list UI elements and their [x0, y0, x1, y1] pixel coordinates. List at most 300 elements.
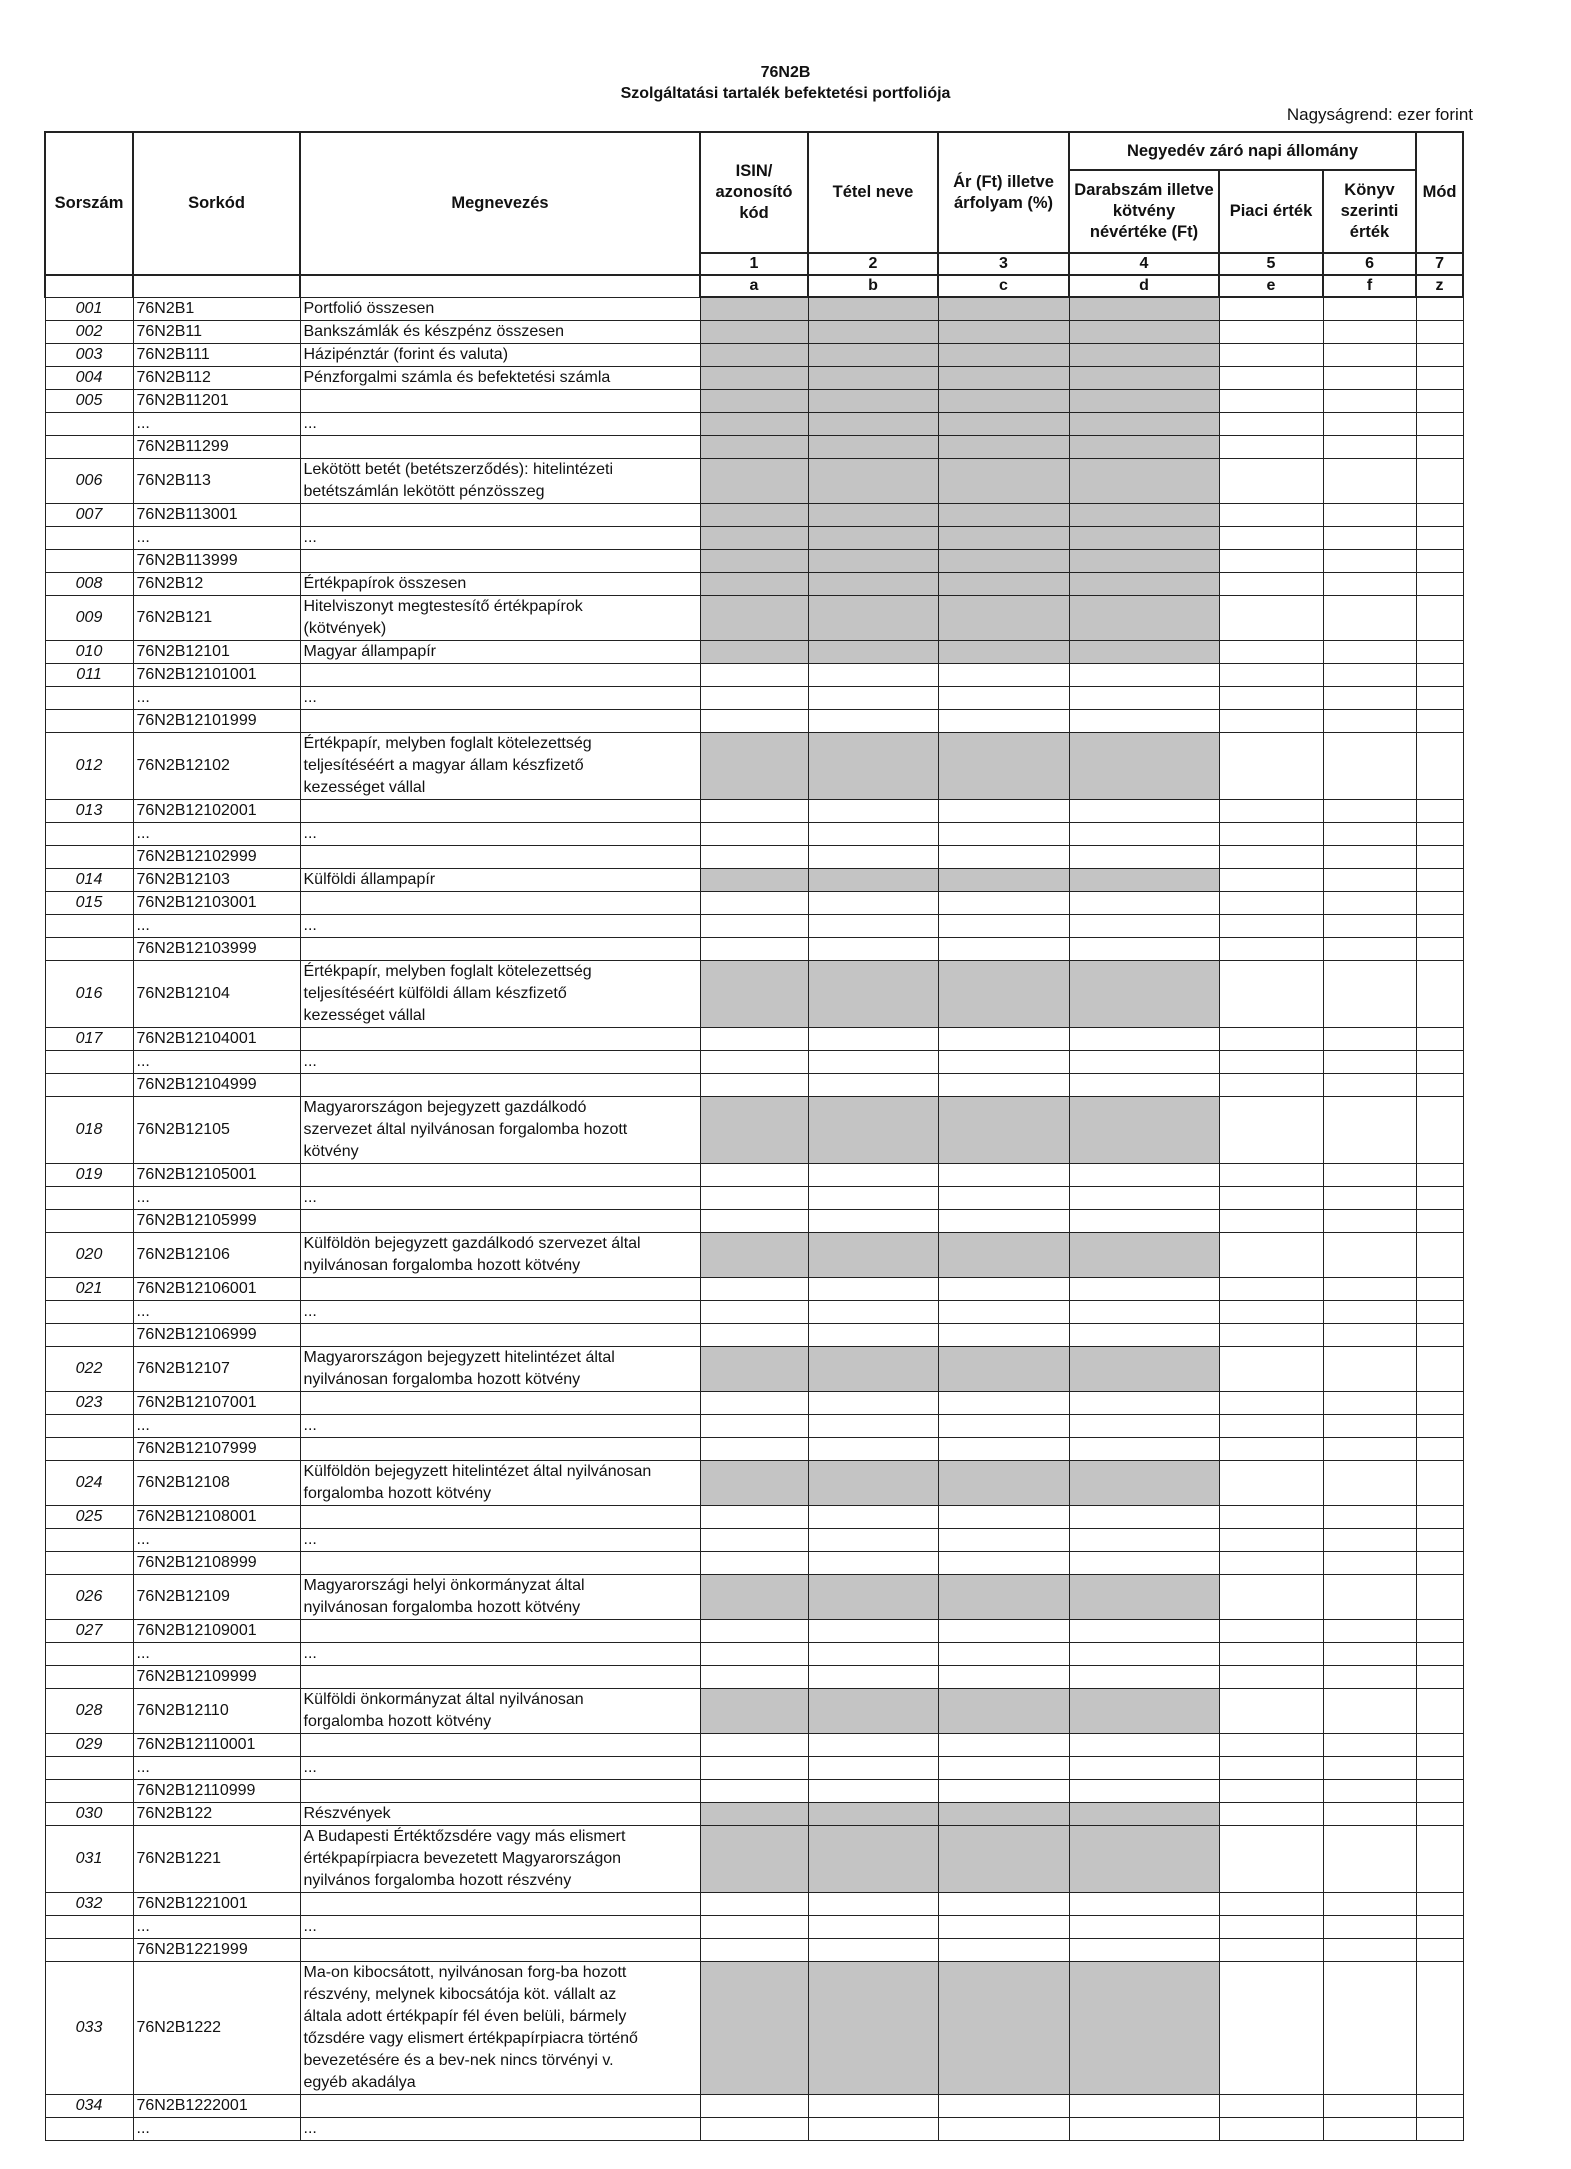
cell-konyv-ertek — [1323, 1574, 1416, 1619]
cell-ar — [938, 343, 1069, 366]
cell-piaci-ertek — [1219, 458, 1323, 503]
row-megnevezes — [300, 1619, 700, 1642]
cell-piaci-ertek — [1219, 1938, 1323, 1961]
cell-tetel-neve — [808, 1209, 938, 1232]
col-letter: b — [808, 275, 938, 297]
cell-ar — [938, 1346, 1069, 1391]
cell-piaci-ertek — [1219, 2117, 1323, 2140]
row-sorkod: 76N2B12110001 — [133, 1733, 300, 1756]
row-megnevezes: Magyarországon bejegyzett hitelintézet által nyilvánosan forgalomba hozott kötvény — [300, 1346, 700, 1391]
row-megnevezes: Magyarországon bejegyzett gazdálkodó szervezet által nyilvánosan forgalomba hozott kötvény — [300, 1096, 700, 1163]
row-sorszam — [45, 1300, 133, 1323]
row-sorszam: 009 — [45, 595, 133, 640]
row-megnevezes — [300, 709, 700, 732]
cell-isin — [700, 686, 808, 709]
cell-piaci-ertek — [1219, 366, 1323, 389]
cell-konyv-ertek — [1323, 845, 1416, 868]
cell-isin — [700, 1346, 808, 1391]
cell-tetel-neve — [808, 549, 938, 572]
cell-tetel-neve — [808, 1437, 938, 1460]
row-sorkod: 76N2B113 — [133, 458, 300, 503]
row-sorszam: 013 — [45, 799, 133, 822]
cell-darabszam — [1069, 458, 1219, 503]
row-sorszam — [45, 1938, 133, 1961]
table-row — [45, 822, 1463, 845]
cell-tetel-neve — [808, 822, 938, 845]
row-sorszam — [45, 1528, 133, 1551]
cell-ar — [938, 937, 1069, 960]
cell-darabszam — [1069, 1892, 1219, 1915]
cell-konyv-ertek — [1323, 1460, 1416, 1505]
col-number: 2 — [808, 253, 938, 275]
cell-piaci-ertek — [1219, 709, 1323, 732]
cell-piaci-ertek — [1219, 1619, 1323, 1642]
col-5-header: Piaci érték — [1219, 170, 1323, 253]
cell-isin — [700, 389, 808, 412]
row-megnevezes: Értékpapír, melyben foglalt kötelezettség teljesítéséért a magyar állam készfizető kezességet vállal — [300, 732, 700, 799]
row-sorszam — [45, 1209, 133, 1232]
cell-isin — [700, 1961, 808, 2094]
cell-konyv-ertek — [1323, 1073, 1416, 1096]
cell-mod — [1416, 663, 1463, 686]
col-7-header: Mód — [1416, 132, 1463, 253]
cell-ar — [938, 435, 1069, 458]
cell-tetel-neve — [808, 1961, 938, 2094]
cell-tetel-neve — [808, 297, 938, 320]
cell-ar — [938, 732, 1069, 799]
row-megnevezes: Külföldi állampapír — [300, 868, 700, 891]
row-megnevezes: Magyarországi helyi önkormányzat által nyilvánosan forgalomba hozott kötvény — [300, 1574, 700, 1619]
row-sorkod: 76N2B122 — [133, 1802, 300, 1825]
cell-konyv-ertek — [1323, 1779, 1416, 1802]
cell-isin — [700, 503, 808, 526]
cell-tetel-neve — [808, 686, 938, 709]
cell-isin — [700, 845, 808, 868]
cell-darabszam — [1069, 960, 1219, 1027]
cell-mod — [1416, 1619, 1463, 1642]
table-row — [45, 1300, 1463, 1323]
cell-tetel-neve — [808, 1096, 938, 1163]
row-sorszam — [45, 914, 133, 937]
col-sorszam-header: Sorszám — [45, 132, 133, 275]
cell-konyv-ertek — [1323, 389, 1416, 412]
col-letter: c — [938, 275, 1069, 297]
row-sorszam — [45, 549, 133, 572]
cell-mod — [1416, 1756, 1463, 1779]
cell-tetel-neve — [808, 458, 938, 503]
table-row — [45, 366, 1463, 389]
cell-darabszam — [1069, 572, 1219, 595]
cell-mod — [1416, 1938, 1463, 1961]
cell-ar — [938, 1050, 1069, 1073]
cell-ar — [938, 1027, 1069, 1050]
cell-isin — [700, 343, 808, 366]
cell-tetel-neve — [808, 572, 938, 595]
table-row — [45, 937, 1463, 960]
cell-piaci-ertek — [1219, 1163, 1323, 1186]
page-title: Szolgáltatási tartalék befektetési portfoliója — [620, 85, 951, 102]
row-sorszam: 020 — [45, 1232, 133, 1277]
row-megnevezes — [300, 1027, 700, 1050]
cell-tetel-neve — [808, 1186, 938, 1209]
cell-darabszam — [1069, 412, 1219, 435]
table-row — [45, 549, 1463, 572]
table-row — [45, 1346, 1463, 1391]
cell-ar — [938, 2094, 1069, 2117]
cell-isin — [700, 1391, 808, 1414]
cell-isin — [700, 1460, 808, 1505]
row-sorszam — [45, 1551, 133, 1574]
cell-tetel-neve — [808, 663, 938, 686]
row-megnevezes: Magyar állampapír — [300, 640, 700, 663]
row-sorkod: 76N2B111 — [133, 343, 300, 366]
cell-piaci-ertek — [1219, 2094, 1323, 2117]
cell-isin — [700, 2117, 808, 2140]
cell-piaci-ertek — [1219, 1460, 1323, 1505]
cell-isin — [700, 732, 808, 799]
cell-tetel-neve — [808, 1391, 938, 1414]
table-row — [45, 732, 1463, 799]
cell-piaci-ertek — [1219, 891, 1323, 914]
cell-konyv-ertek — [1323, 1688, 1416, 1733]
cell-tetel-neve — [808, 1528, 938, 1551]
table-row — [45, 914, 1463, 937]
cell-isin — [700, 1551, 808, 1574]
cell-konyv-ertek — [1323, 1186, 1416, 1209]
cell-tetel-neve — [808, 1073, 938, 1096]
cell-isin — [700, 1414, 808, 1437]
cell-tetel-neve — [808, 891, 938, 914]
row-sorkod: 76N2B12109001 — [133, 1619, 300, 1642]
row-sorszam: 021 — [45, 1277, 133, 1300]
cell-piaci-ertek — [1219, 663, 1323, 686]
cell-tetel-neve — [808, 503, 938, 526]
table-row — [45, 1802, 1463, 1825]
table-row — [45, 320, 1463, 343]
cell-mod — [1416, 1277, 1463, 1300]
cell-konyv-ertek — [1323, 1733, 1416, 1756]
row-sorkod: 76N2B12102999 — [133, 845, 300, 868]
cell-ar — [938, 1961, 1069, 2094]
cell-darabszam — [1069, 1391, 1219, 1414]
cell-konyv-ertek — [1323, 572, 1416, 595]
cell-mod — [1416, 822, 1463, 845]
row-sorszam: 024 — [45, 1460, 133, 1505]
cell-piaci-ertek — [1219, 1642, 1323, 1665]
cell-isin — [700, 412, 808, 435]
cell-darabszam — [1069, 1437, 1219, 1460]
cell-konyv-ertek — [1323, 1915, 1416, 1938]
cell-ar — [938, 526, 1069, 549]
cell-mod — [1416, 1733, 1463, 1756]
cell-isin — [700, 1892, 808, 1915]
row-sorszam: 015 — [45, 891, 133, 914]
row-sorszam: 010 — [45, 640, 133, 663]
cell-isin — [700, 1073, 808, 1096]
cell-darabszam — [1069, 297, 1219, 320]
row-megnevezes — [300, 937, 700, 960]
row-sorkod: 76N2B121 — [133, 595, 300, 640]
cell-konyv-ertek — [1323, 1528, 1416, 1551]
table-row — [45, 1277, 1463, 1300]
row-sorkod: 76N2B12105999 — [133, 1209, 300, 1232]
cell-tetel-neve — [808, 1938, 938, 1961]
table-body — [45, 297, 1463, 2140]
row-sorszam — [45, 1756, 133, 1779]
cell-darabszam — [1069, 1096, 1219, 1163]
cell-konyv-ertek — [1323, 1437, 1416, 1460]
col-4-header: Darabszám illetve kötvény névértéke (Ft) — [1069, 170, 1219, 253]
cell-piaci-ertek — [1219, 1300, 1323, 1323]
cell-piaci-ertek — [1219, 1892, 1323, 1915]
cell-darabszam — [1069, 822, 1219, 845]
row-sorkod: 76N2B12107999 — [133, 1437, 300, 1460]
unit-label: Nagyságrend: ezer forint — [1286, 105, 1473, 124]
row-sorkod: 76N2B12109 — [133, 1574, 300, 1619]
cell-isin — [700, 1209, 808, 1232]
form-code: 76N2B — [760, 64, 811, 81]
cell-tetel-neve — [808, 1551, 938, 1574]
row-megnevezes: Részvények — [300, 1802, 700, 1825]
cell-piaci-ertek — [1219, 320, 1323, 343]
cell-mod — [1416, 1232, 1463, 1277]
cell-mod — [1416, 526, 1463, 549]
cell-isin — [700, 458, 808, 503]
row-sorkod: 76N2B12110999 — [133, 1779, 300, 1802]
row-megnevezes: Hitelviszonyt megtestesítő értékpapírok (kötvények) — [300, 595, 700, 640]
col-2-header: Tétel neve — [808, 132, 938, 253]
row-sorkod: 76N2B12 — [133, 572, 300, 595]
cell-ar — [938, 412, 1069, 435]
cell-darabszam — [1069, 1163, 1219, 1186]
table-row — [45, 412, 1463, 435]
cell-ar — [938, 663, 1069, 686]
cell-piaci-ertek — [1219, 1323, 1323, 1346]
table-row — [45, 1460, 1463, 1505]
cell-ar — [938, 1665, 1069, 1688]
cell-ar — [938, 1073, 1069, 1096]
cell-ar — [938, 799, 1069, 822]
cell-isin — [700, 868, 808, 891]
cell-isin — [700, 891, 808, 914]
cell-tetel-neve — [808, 1825, 938, 1892]
row-megnevezes: ... — [300, 1915, 700, 1938]
cell-darabszam — [1069, 2094, 1219, 2117]
cell-konyv-ertek — [1323, 503, 1416, 526]
cell-tetel-neve — [808, 320, 938, 343]
cell-isin — [700, 1665, 808, 1688]
cell-ar — [938, 389, 1069, 412]
cell-konyv-ertek — [1323, 595, 1416, 640]
row-sorszam — [45, 1050, 133, 1073]
cell-tetel-neve — [808, 1277, 938, 1300]
cell-piaci-ertek — [1219, 1209, 1323, 1232]
cell-isin — [700, 435, 808, 458]
cell-piaci-ertek — [1219, 435, 1323, 458]
cell-isin — [700, 1574, 808, 1619]
row-sorszam: 019 — [45, 1163, 133, 1186]
cell-darabszam — [1069, 1460, 1219, 1505]
cell-mod — [1416, 1050, 1463, 1073]
cell-isin — [700, 1642, 808, 1665]
col-letter: a — [700, 275, 808, 297]
table-row — [45, 868, 1463, 891]
row-sorkod: ... — [133, 1756, 300, 1779]
cell-konyv-ertek — [1323, 891, 1416, 914]
cell-tetel-neve — [808, 1756, 938, 1779]
cell-mod — [1416, 960, 1463, 1027]
cell-konyv-ertek — [1323, 937, 1416, 960]
cell-konyv-ertek — [1323, 1414, 1416, 1437]
row-sorszam — [45, 686, 133, 709]
row-sorkod: 76N2B1222001 — [133, 2094, 300, 2117]
table-row — [45, 343, 1463, 366]
row-sorszam — [45, 435, 133, 458]
cell-ar — [938, 1756, 1069, 1779]
cell-mod — [1416, 1802, 1463, 1825]
col-letter: d — [1069, 275, 1219, 297]
row-sorszam: 008 — [45, 572, 133, 595]
table-row — [45, 572, 1463, 595]
cell-tetel-neve — [808, 366, 938, 389]
cell-ar — [938, 1938, 1069, 1961]
row-megnevezes: Értékpapír, melyben foglalt kötelezettség teljesítéséért külföldi állam készfizető kezességet vállal — [300, 960, 700, 1027]
row-sorszam: 027 — [45, 1619, 133, 1642]
cell-konyv-ertek — [1323, 1391, 1416, 1414]
cell-isin — [700, 297, 808, 320]
row-sorszam — [45, 526, 133, 549]
cell-konyv-ertek — [1323, 2094, 1416, 2117]
cell-tetel-neve — [808, 1050, 938, 1073]
cell-piaci-ertek — [1219, 1688, 1323, 1733]
row-megnevezes: ... — [300, 1300, 700, 1323]
cell-konyv-ertek — [1323, 732, 1416, 799]
cell-mod — [1416, 1825, 1463, 1892]
cell-mod — [1416, 640, 1463, 663]
cell-tetel-neve — [808, 2094, 938, 2117]
cell-isin — [700, 1505, 808, 1528]
table-row — [45, 686, 1463, 709]
table-row — [45, 1209, 1463, 1232]
cell-mod — [1416, 845, 1463, 868]
row-sorszam: 006 — [45, 458, 133, 503]
cell-isin — [700, 1528, 808, 1551]
row-megnevezes — [300, 1938, 700, 1961]
cell-isin — [700, 366, 808, 389]
cell-ar — [938, 1505, 1069, 1528]
cell-piaci-ertek — [1219, 732, 1323, 799]
cell-mod — [1416, 1096, 1463, 1163]
cell-tetel-neve — [808, 1619, 938, 1642]
cell-ar — [938, 1163, 1069, 1186]
cell-darabszam — [1069, 1961, 1219, 2094]
row-megnevezes: ... — [300, 1414, 700, 1437]
cell-mod — [1416, 686, 1463, 709]
cell-piaci-ertek — [1219, 549, 1323, 572]
cell-tetel-neve — [808, 937, 938, 960]
title-block — [0, 62, 1571, 104]
row-megnevezes — [300, 799, 700, 822]
cell-konyv-ertek — [1323, 435, 1416, 458]
cell-ar — [938, 1892, 1069, 1915]
table-row — [45, 1825, 1463, 1892]
cell-darabszam — [1069, 343, 1219, 366]
row-sorkod: ... — [133, 1050, 300, 1073]
row-sorkod: ... — [133, 1915, 300, 1938]
cell-darabszam — [1069, 1779, 1219, 1802]
cell-konyv-ertek — [1323, 1619, 1416, 1642]
row-megnevezes: A Budapesti Értéktőzsdére vagy más elismert értékpapírpiacra bevezetett Magyarországon nyilvános forgalomba hozott részvény — [300, 1825, 700, 1892]
row-megnevezes: Pénzforgalmi számla és befektetési számla — [300, 366, 700, 389]
cell-tetel-neve — [808, 1027, 938, 1050]
row-sorszam: 017 — [45, 1027, 133, 1050]
cell-darabszam — [1069, 709, 1219, 732]
cell-konyv-ertek — [1323, 822, 1416, 845]
cell-mod — [1416, 1779, 1463, 1802]
cell-ar — [938, 1232, 1069, 1277]
cell-mod — [1416, 503, 1463, 526]
row-sorkod: 76N2B12108001 — [133, 1505, 300, 1528]
row-sorkod: 76N2B12104 — [133, 960, 300, 1027]
table-row — [45, 1733, 1463, 1756]
row-megnevezes: ... — [300, 914, 700, 937]
row-megnevezes: Külföldi önkormányzat által nyilvánosan forgalomba hozott kötvény — [300, 1688, 700, 1733]
row-megnevezes: ... — [300, 1756, 700, 1779]
row-sorszam: 034 — [45, 2094, 133, 2117]
row-sorkod: 76N2B12103 — [133, 868, 300, 891]
row-sorszam — [45, 1779, 133, 1802]
col-sorkod-header: Sorkód — [133, 132, 300, 275]
cell-darabszam — [1069, 526, 1219, 549]
table-row — [45, 1232, 1463, 1277]
row-megnevezes: Értékpapírok összesen — [300, 572, 700, 595]
cell-tetel-neve — [808, 1802, 938, 1825]
cell-darabszam — [1069, 1073, 1219, 1096]
table-row — [45, 1892, 1463, 1915]
cell-ar — [938, 1186, 1069, 1209]
table-row — [45, 297, 1463, 320]
cell-mod — [1416, 1642, 1463, 1665]
row-sorszam: 005 — [45, 389, 133, 412]
row-sorszam: 031 — [45, 1825, 133, 1892]
table-row — [45, 1414, 1463, 1437]
row-sorszam: 028 — [45, 1688, 133, 1733]
cell-konyv-ertek — [1323, 663, 1416, 686]
cell-mod — [1416, 320, 1463, 343]
row-sorkod: 76N2B12101001 — [133, 663, 300, 686]
cell-konyv-ertek — [1323, 1163, 1416, 1186]
cell-darabszam — [1069, 732, 1219, 799]
cell-tetel-neve — [808, 1323, 938, 1346]
row-sorkod: ... — [133, 914, 300, 937]
row-sorkod: ... — [133, 1528, 300, 1551]
cell-piaci-ertek — [1219, 1756, 1323, 1779]
row-sorszam: 023 — [45, 1391, 133, 1414]
cell-darabszam — [1069, 1346, 1219, 1391]
row-sorkod: 76N2B12106999 — [133, 1323, 300, 1346]
cell-piaci-ertek — [1219, 1437, 1323, 1460]
row-sorkod: 76N2B12101 — [133, 640, 300, 663]
row-megnevezes — [300, 503, 700, 526]
cell-darabszam — [1069, 1938, 1219, 1961]
row-sorkod: ... — [133, 1414, 300, 1437]
cell-isin — [700, 1688, 808, 1733]
cell-ar — [938, 595, 1069, 640]
row-sorkod: 76N2B12107001 — [133, 1391, 300, 1414]
cell-isin — [700, 1027, 808, 1050]
cell-isin — [700, 1277, 808, 1300]
cell-darabszam — [1069, 1209, 1219, 1232]
